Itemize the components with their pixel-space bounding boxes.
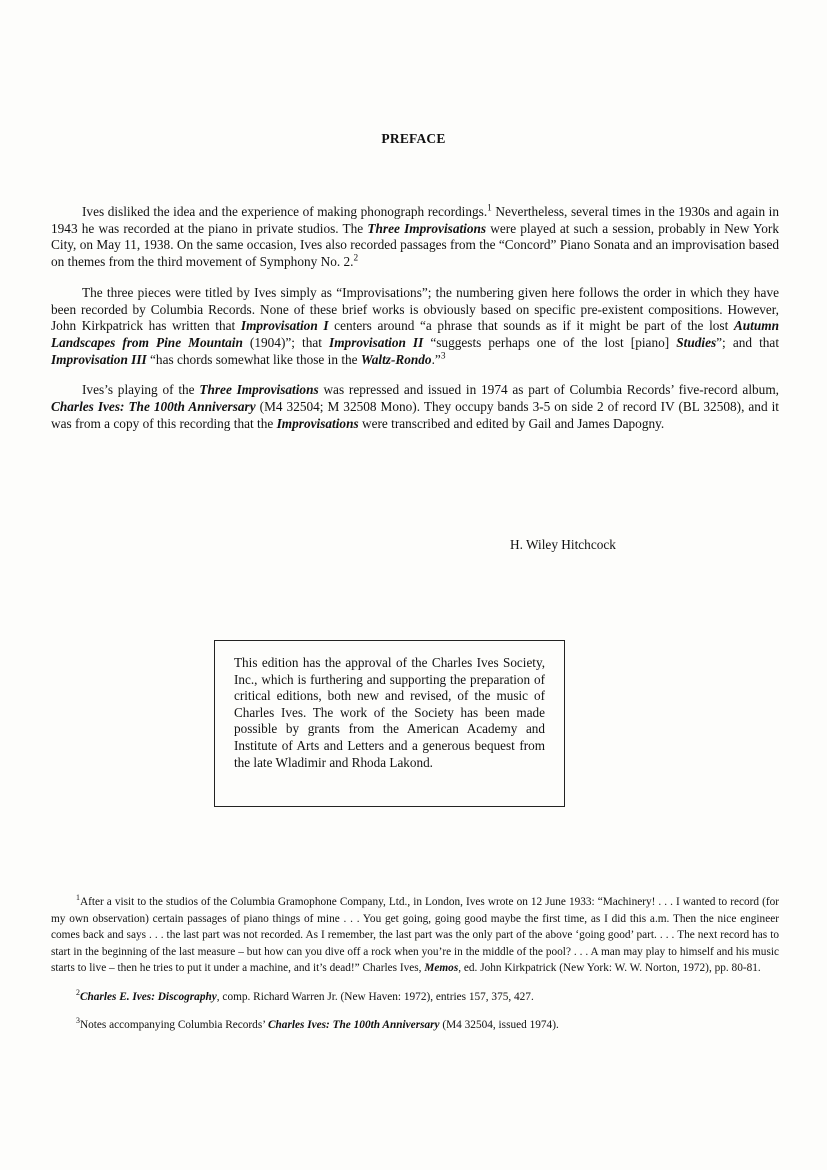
footnote-number: 3 — [76, 1016, 80, 1026]
footnote-3-text: Notes accompanying Columbia Records’ — [79, 1019, 268, 1031]
footnote-ref-3: 3 — [440, 351, 446, 362]
footnote-1-text: After a visit to the studios of the Columbia Gramophone Company, Ltd., in London, Ives wrote on 12 June 1933: “Machinery! . . . I wanted to record (for my own observation) certain passages of piano things of mine . . . You get going, going good maybe the first time, as I did this a.m. Then the nice engineer comes back and says . . . the last part was not recorded. As I remember, the last part was the only part of the above ‘going good’ part. . . . The next record has to start in the beginning of the last measure – but how can you dive off a rock when you’re in the middle of the pool? . . . A man may play to himself and his music starts to live – then he tries to put it under a machine, and it’s dead!” Charles Ives, — [51, 896, 779, 974]
work-title: Studies — [676, 334, 717, 350]
p2-text-i: ”; and that — [716, 334, 780, 350]
p1-text-d: were played at such a session, probably in New York City, on May 11, 1938. On the same occasion, Ives also recorded passages from the “Concord” Piano Sonata and an improvisation based on themes from the third movement of Symphony No. 2. — [51, 220, 779, 270]
work-title: Three Improvisations — [199, 382, 319, 398]
footnote-1 — [51, 894, 779, 977]
author-signature: H. Wiley Hitchcock — [510, 537, 616, 552]
p2-text-g: “suggests perhaps one of the lost [piano] — [423, 334, 677, 350]
footnote-1-citation: , ed. John Kirkpatrick (New York: W. W. Norton, 1972), pp. 80-81. — [458, 962, 761, 974]
footnote-ref-2: 2 — [353, 253, 359, 264]
footnote-3-citation: (M4 32504, issued 1974). — [439, 1019, 559, 1031]
p1-text-b: Nevertheless, several times in the 1930s and again in 1943 he was recorded at the piano in private studios. The — [51, 204, 779, 236]
work-title: Memos — [424, 962, 459, 974]
p2-text-a: The three pieces were titled by Ives simply as “Improvisations”; the numbering given here follows the order in which they have been recorded by Columbia Records. None of these brief works is obviously based on specific pre-existent compositions. However, John Kirkpatrick has written that — [51, 284, 779, 334]
album-title: Charles Ives: The 100th Anniversary — [51, 399, 256, 415]
p2-text-c: centers around “a phrase that sounds as if it might be part of the lost — [328, 318, 734, 334]
work-title: Autumn Landscapes from Pine Mountain — [51, 318, 780, 350]
work-title: Waltz-Rondo — [360, 351, 432, 367]
footnotes — [51, 894, 779, 1046]
work-title: Improvisation II — [329, 334, 424, 350]
paragraph-3 — [51, 382, 779, 432]
work-title: Improvisation I — [240, 318, 329, 334]
footnote-number: 1 — [76, 893, 80, 903]
work-title: Charles E. Ives: Discography — [79, 990, 217, 1003]
p2-text-m: .” — [431, 351, 441, 367]
footnote-ref-1: 1 — [487, 203, 492, 214]
approval-notice-box: This edition has the approval of the Charles Ives Society, Inc., which is furthering and supporting the preparation of critical editions, both new and revised, of the music of Charles Ives. The work of the Society has been made possible by grants from the American Academy and Institute of Arts and Letters and a generous bequest from the late Wladimir and Rhoda Lakond. — [214, 640, 565, 807]
paragraph-2 — [51, 285, 779, 369]
p3-text-g: were transcribed and edited by Gail and James Dapogny. — [358, 415, 665, 431]
p2-text-e: (1904)”; that — [242, 334, 330, 350]
p2-text-k: “has chords somewhat like those in the — [146, 351, 361, 367]
page-title: PREFACE — [381, 131, 446, 146]
work-title: Improvisations — [276, 415, 359, 431]
footnote-2 — [51, 989, 779, 1006]
p3-text-c: was repressed and issued in 1974 as part of Columbia Records’ five-record album, — [318, 382, 779, 398]
footnote-number: 2 — [76, 987, 80, 997]
preface-body — [51, 204, 779, 446]
p3-text-a: Ives’s playing of the — [82, 382, 200, 398]
album-title: Charles Ives: The 100th Anniversary — [267, 1019, 440, 1031]
p3-text-e: (M4 32504; M 32508 Mono). They occupy bands 3-5 on side 2 of record IV (BL 32508), and it was from a copy of this recording that the — [51, 399, 779, 431]
work-title: Three Improvisations — [367, 220, 487, 236]
paragraph-1 — [51, 204, 779, 271]
work-title: Improvisation III — [51, 351, 147, 367]
p1-text-a: Ives disliked the idea and the experience of making phonograph recordings. — [82, 204, 488, 219]
footnote-3 — [51, 1017, 779, 1034]
footnote-2-text: , comp. Richard Warren Jr. (New Haven: 1972), entries 157, 375, 427. — [216, 990, 534, 1003]
